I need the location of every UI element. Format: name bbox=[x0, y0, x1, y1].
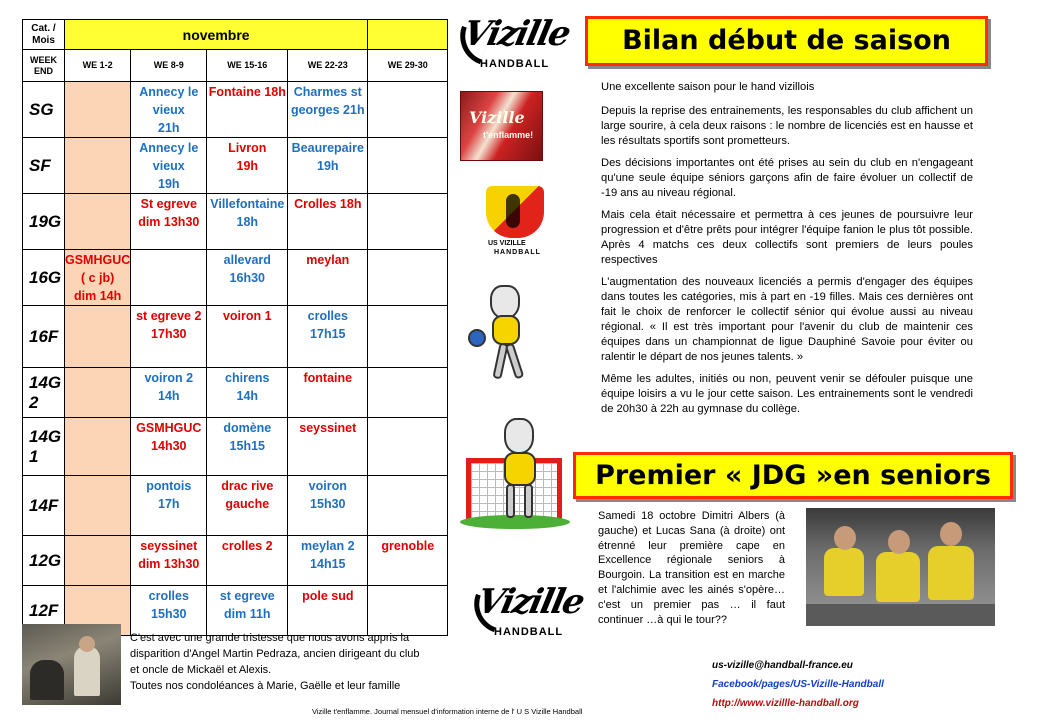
weekend-header: WEEK END bbox=[23, 50, 65, 82]
weekend-column-header: WE 22-23 bbox=[288, 50, 368, 82]
table-row bbox=[23, 250, 448, 306]
match-cell: chirens 14h bbox=[207, 368, 288, 418]
match-cell: st egreve 2 17h30 bbox=[131, 306, 207, 368]
paragraph: Une excellente saison pour le hand vizillois bbox=[601, 81, 815, 93]
paragraph: Même les adultes, initiés ou non, peuvent venir se défouler puisque une équipe loisirs a vu le jour cette saison. Les entrainements sont le vendredi de 20h30 à 22h au gymnase du collège. bbox=[601, 373, 973, 415]
paragraph: Des décisions importantes ont été prises au sein du club en n'engageant qu'une seule équipe séniors garçons afin de faire évoluer un collectif de -19 ans au niveau régional. bbox=[601, 157, 973, 199]
match-cell bbox=[368, 82, 448, 138]
match-cell: crolles 17h15 bbox=[288, 306, 368, 368]
match-cell bbox=[65, 418, 131, 476]
match-cell: meylan 2 14h15 bbox=[288, 536, 368, 586]
match-cell: drac rive gauche bbox=[207, 476, 288, 536]
match-cell: allevard 16h30 bbox=[207, 250, 288, 306]
website-link[interactable]: http://www.vizillle-handball.org bbox=[712, 698, 859, 709]
category-label: 14G 1 bbox=[23, 418, 65, 476]
wolf-goalkeeper-mascot-image bbox=[494, 418, 554, 524]
table-row bbox=[23, 194, 448, 250]
match-cell bbox=[368, 194, 448, 250]
weekend-column-header: WE 8-9 bbox=[131, 50, 207, 82]
match-cell: voiron 1 bbox=[207, 306, 288, 368]
table-row bbox=[23, 476, 448, 536]
category-label: 16F bbox=[23, 306, 65, 368]
category-label: SF bbox=[23, 138, 65, 194]
weekend-column-header: WE 1-2 bbox=[65, 50, 131, 82]
match-cell: seyssinet bbox=[288, 418, 368, 476]
match-cell: voiron 15h30 bbox=[288, 476, 368, 536]
match-cell: Fontaine 18h bbox=[207, 82, 288, 138]
category-label: SG bbox=[23, 82, 65, 138]
table-row bbox=[23, 138, 448, 194]
category-label: 12G bbox=[23, 536, 65, 586]
category-label: 14G 2 bbox=[23, 368, 65, 418]
facebook-link[interactable]: Facebook/pages/US-Vizille-Handball bbox=[712, 679, 884, 690]
category-label: 16G bbox=[23, 250, 65, 306]
contact-info bbox=[712, 656, 884, 713]
match-cell bbox=[65, 138, 131, 194]
category-month-header: Cat. / Mois bbox=[23, 20, 65, 50]
vizille-handball-logo-bottom: Vizille HANDBALL bbox=[470, 582, 588, 638]
match-cell: GSMHGUC ( c jb) dim 14h bbox=[65, 250, 131, 306]
match-cell: domène 15h15 bbox=[207, 418, 288, 476]
article-title-jdg: Premier « JDG »en seniors bbox=[573, 452, 1013, 499]
match-cell bbox=[368, 138, 448, 194]
match-cell: Beaurepaire 19h bbox=[288, 138, 368, 194]
vizille-flag-photo: Vizille t'enflamme! bbox=[460, 91, 543, 161]
paragraph: Mais cela était nécessaire et permettra à ces jeunes de poursuivre leur progression et d'être prêts pour intégrer l'équipe fanion le plus tôt possible. Après 4 matchs ces deux collectifs sont premiers de leurs poules respectives bbox=[601, 209, 973, 266]
match-cell bbox=[368, 368, 448, 418]
match-cell: meylan bbox=[288, 250, 368, 306]
match-cell bbox=[368, 250, 448, 306]
article-title-bilan: Bilan début de saison bbox=[585, 16, 988, 66]
match-cell: GSMHGUC 14h30 bbox=[131, 418, 207, 476]
category-label: 14F bbox=[23, 476, 65, 536]
email-link[interactable]: us-vizille@handball-france.eu bbox=[712, 660, 853, 671]
match-cell: Charmes st georges 21h bbox=[288, 82, 368, 138]
match-cell: pole sud bbox=[288, 586, 368, 636]
footer-credit: Vizille t'enflamme. Journal mensuel d'information interne de l' U S Vizille Handball bbox=[312, 707, 583, 716]
table-row bbox=[23, 418, 448, 476]
match-cell bbox=[65, 368, 131, 418]
match-cell: crolles 15h30 bbox=[131, 586, 207, 636]
match-cell: st egreve dim 11h bbox=[207, 586, 288, 636]
article-bilan-body bbox=[601, 80, 973, 424]
month-header: novembre bbox=[65, 20, 368, 50]
vizille-handball-logo: Vizille HANDBALL bbox=[456, 14, 574, 70]
match-cell bbox=[131, 250, 207, 306]
paragraph: Depuis la reprise des entrainements, les responsables du club affichent un large sourire, à cela deux raisons : le nombre de licenciés est en hausse et les résultats sportifs sont prometteurs. bbox=[601, 105, 973, 147]
memorial-text: C'est avec une grande tristesse que nous avons appris la disparition d'Angel Martin Pedraza, ancien dirigeant du club et oncle de Mickaël et Alexis. Toutes nos condoléances à Marie, Gaëlle et leur famille bbox=[130, 632, 420, 692]
match-cell: fontaine bbox=[288, 368, 368, 418]
weekend-column-header: WE 29-30 bbox=[368, 50, 448, 82]
match-cell bbox=[368, 306, 448, 368]
table-row bbox=[23, 368, 448, 418]
memorial-photo bbox=[22, 624, 121, 705]
match-cell bbox=[368, 418, 448, 476]
match-cell: crolles 2 bbox=[207, 536, 288, 586]
wolf-mascot-image bbox=[466, 285, 546, 385]
match-cell: seyssinet dim 13h30 bbox=[131, 536, 207, 586]
weekend-column-header: WE 15-16 bbox=[207, 50, 288, 82]
match-cell: grenoble bbox=[368, 536, 448, 586]
match-cell: voiron 2 14h bbox=[131, 368, 207, 418]
table-row bbox=[23, 536, 448, 586]
match-cell: Crolles 18h bbox=[288, 194, 368, 250]
table-row bbox=[23, 306, 448, 368]
match-cell: pontois 17h bbox=[131, 476, 207, 536]
article-jdg-body: Samedi 18 octobre Dimitri Albers (à gauche) et Lucas Sana (à droite) ont étrenné leur première cape en Excellence régionale seniors à Bourgoin. La transition est en marche et l'alchimie avec les ainés s'opère… c'est un premier pas … il faut continuer …à qui le tour?? bbox=[598, 510, 785, 626]
match-cell bbox=[65, 536, 131, 586]
category-label: 19G bbox=[23, 194, 65, 250]
match-cell bbox=[65, 82, 131, 138]
table-row bbox=[23, 82, 448, 138]
match-cell: Annecy le vieux 21h bbox=[131, 82, 207, 138]
players-photo bbox=[806, 508, 995, 626]
schedule-table bbox=[22, 19, 448, 636]
match-cell bbox=[65, 194, 131, 250]
match-cell bbox=[368, 476, 448, 536]
match-cell bbox=[368, 586, 448, 636]
paragraph: L'augmentation des nouveaux licenciés a permis d'engager des équipes dans toutes les catégories, mis à part en -19 filles. Mais ces dernières ont fait le choix de renforcer le collectif sénior qui évolue aussi au niveau régional. « Il est très important pour l'avenir du club de maintenir ces équipes dans un championnat de ligue Dauphiné Savoie pour éviter ou ralentir le départ de nos jeunes talents. » bbox=[601, 276, 973, 363]
match-cell bbox=[65, 476, 131, 536]
us-vizille-handball-logo: US VIZILLE HANDBALL bbox=[480, 186, 552, 260]
match-cell bbox=[65, 306, 131, 368]
match-cell: Annecy le vieux 19h bbox=[131, 138, 207, 194]
match-cell: Livron 19h bbox=[207, 138, 288, 194]
match-cell: Villefontaine 18h bbox=[207, 194, 288, 250]
category-label: 12F bbox=[23, 586, 65, 636]
match-cell: St egreve dim 13h30 bbox=[131, 194, 207, 250]
